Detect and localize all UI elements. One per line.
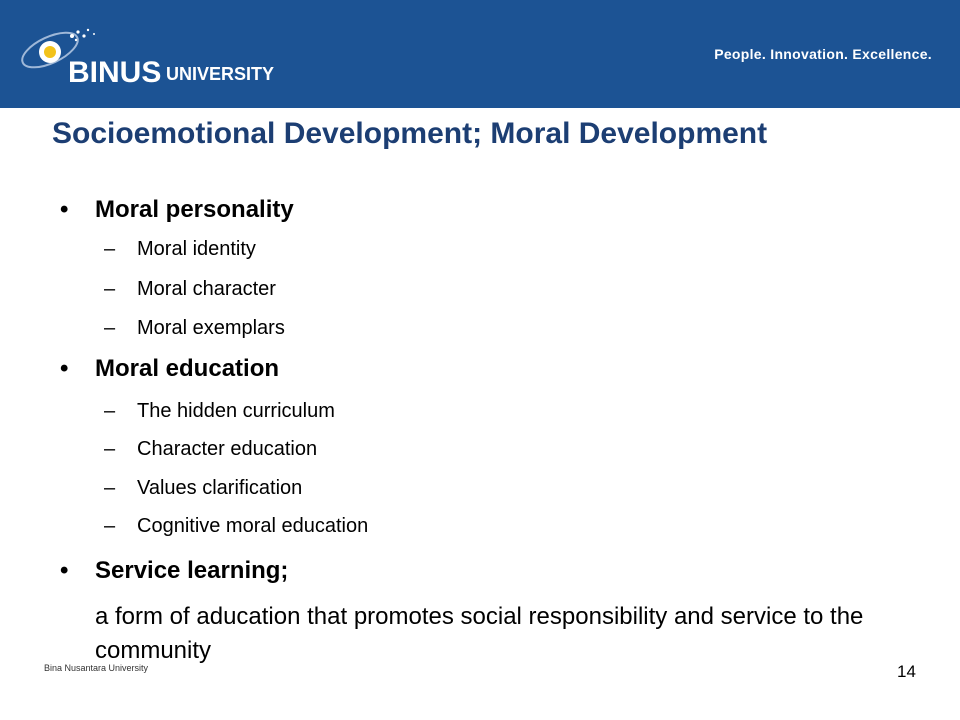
- bullet-marker: •: [60, 557, 69, 584]
- slide-title: Socioemotional Development; Moral Development: [52, 117, 768, 150]
- subitem-marker: –: [104, 477, 116, 499]
- bullet-marker: •: [60, 355, 69, 382]
- subitem-marker: –: [104, 515, 116, 537]
- bullet-text: Moral personality: [95, 196, 294, 223]
- bullet-text: Service learning;: [95, 557, 289, 584]
- subitem-marker: –: [104, 278, 116, 300]
- subitem-marker: –: [104, 317, 116, 339]
- page-number: 14: [897, 662, 916, 681]
- subitem-marker: –: [104, 400, 116, 422]
- subitem-text: Moral character: [137, 278, 276, 300]
- bullet-marker: •: [60, 196, 69, 223]
- subitem-marker: –: [104, 438, 116, 460]
- logo-brand-text: BINUS: [68, 56, 162, 89]
- subitem-text: The hidden curriculum: [137, 400, 335, 422]
- service-learning-definition: a form of aducation that promotes social responsibility and service to the community: [95, 603, 864, 664]
- logo-suffix-text: UNIVERSITY: [166, 64, 275, 84]
- subitem-text: Values clarification: [137, 477, 303, 499]
- subitem-text: Moral identity: [137, 238, 256, 260]
- subitem-text: Moral exemplars: [137, 317, 285, 339]
- footer-source: Bina Nusantara University: [44, 663, 149, 673]
- subitem-text: Character education: [137, 438, 318, 460]
- bullet-text: Moral education: [95, 355, 280, 382]
- subitem-text: Cognitive moral education: [137, 515, 369, 537]
- subitem-marker: –: [104, 238, 116, 260]
- tagline: People. Innovation. Excellence.: [714, 46, 932, 62]
